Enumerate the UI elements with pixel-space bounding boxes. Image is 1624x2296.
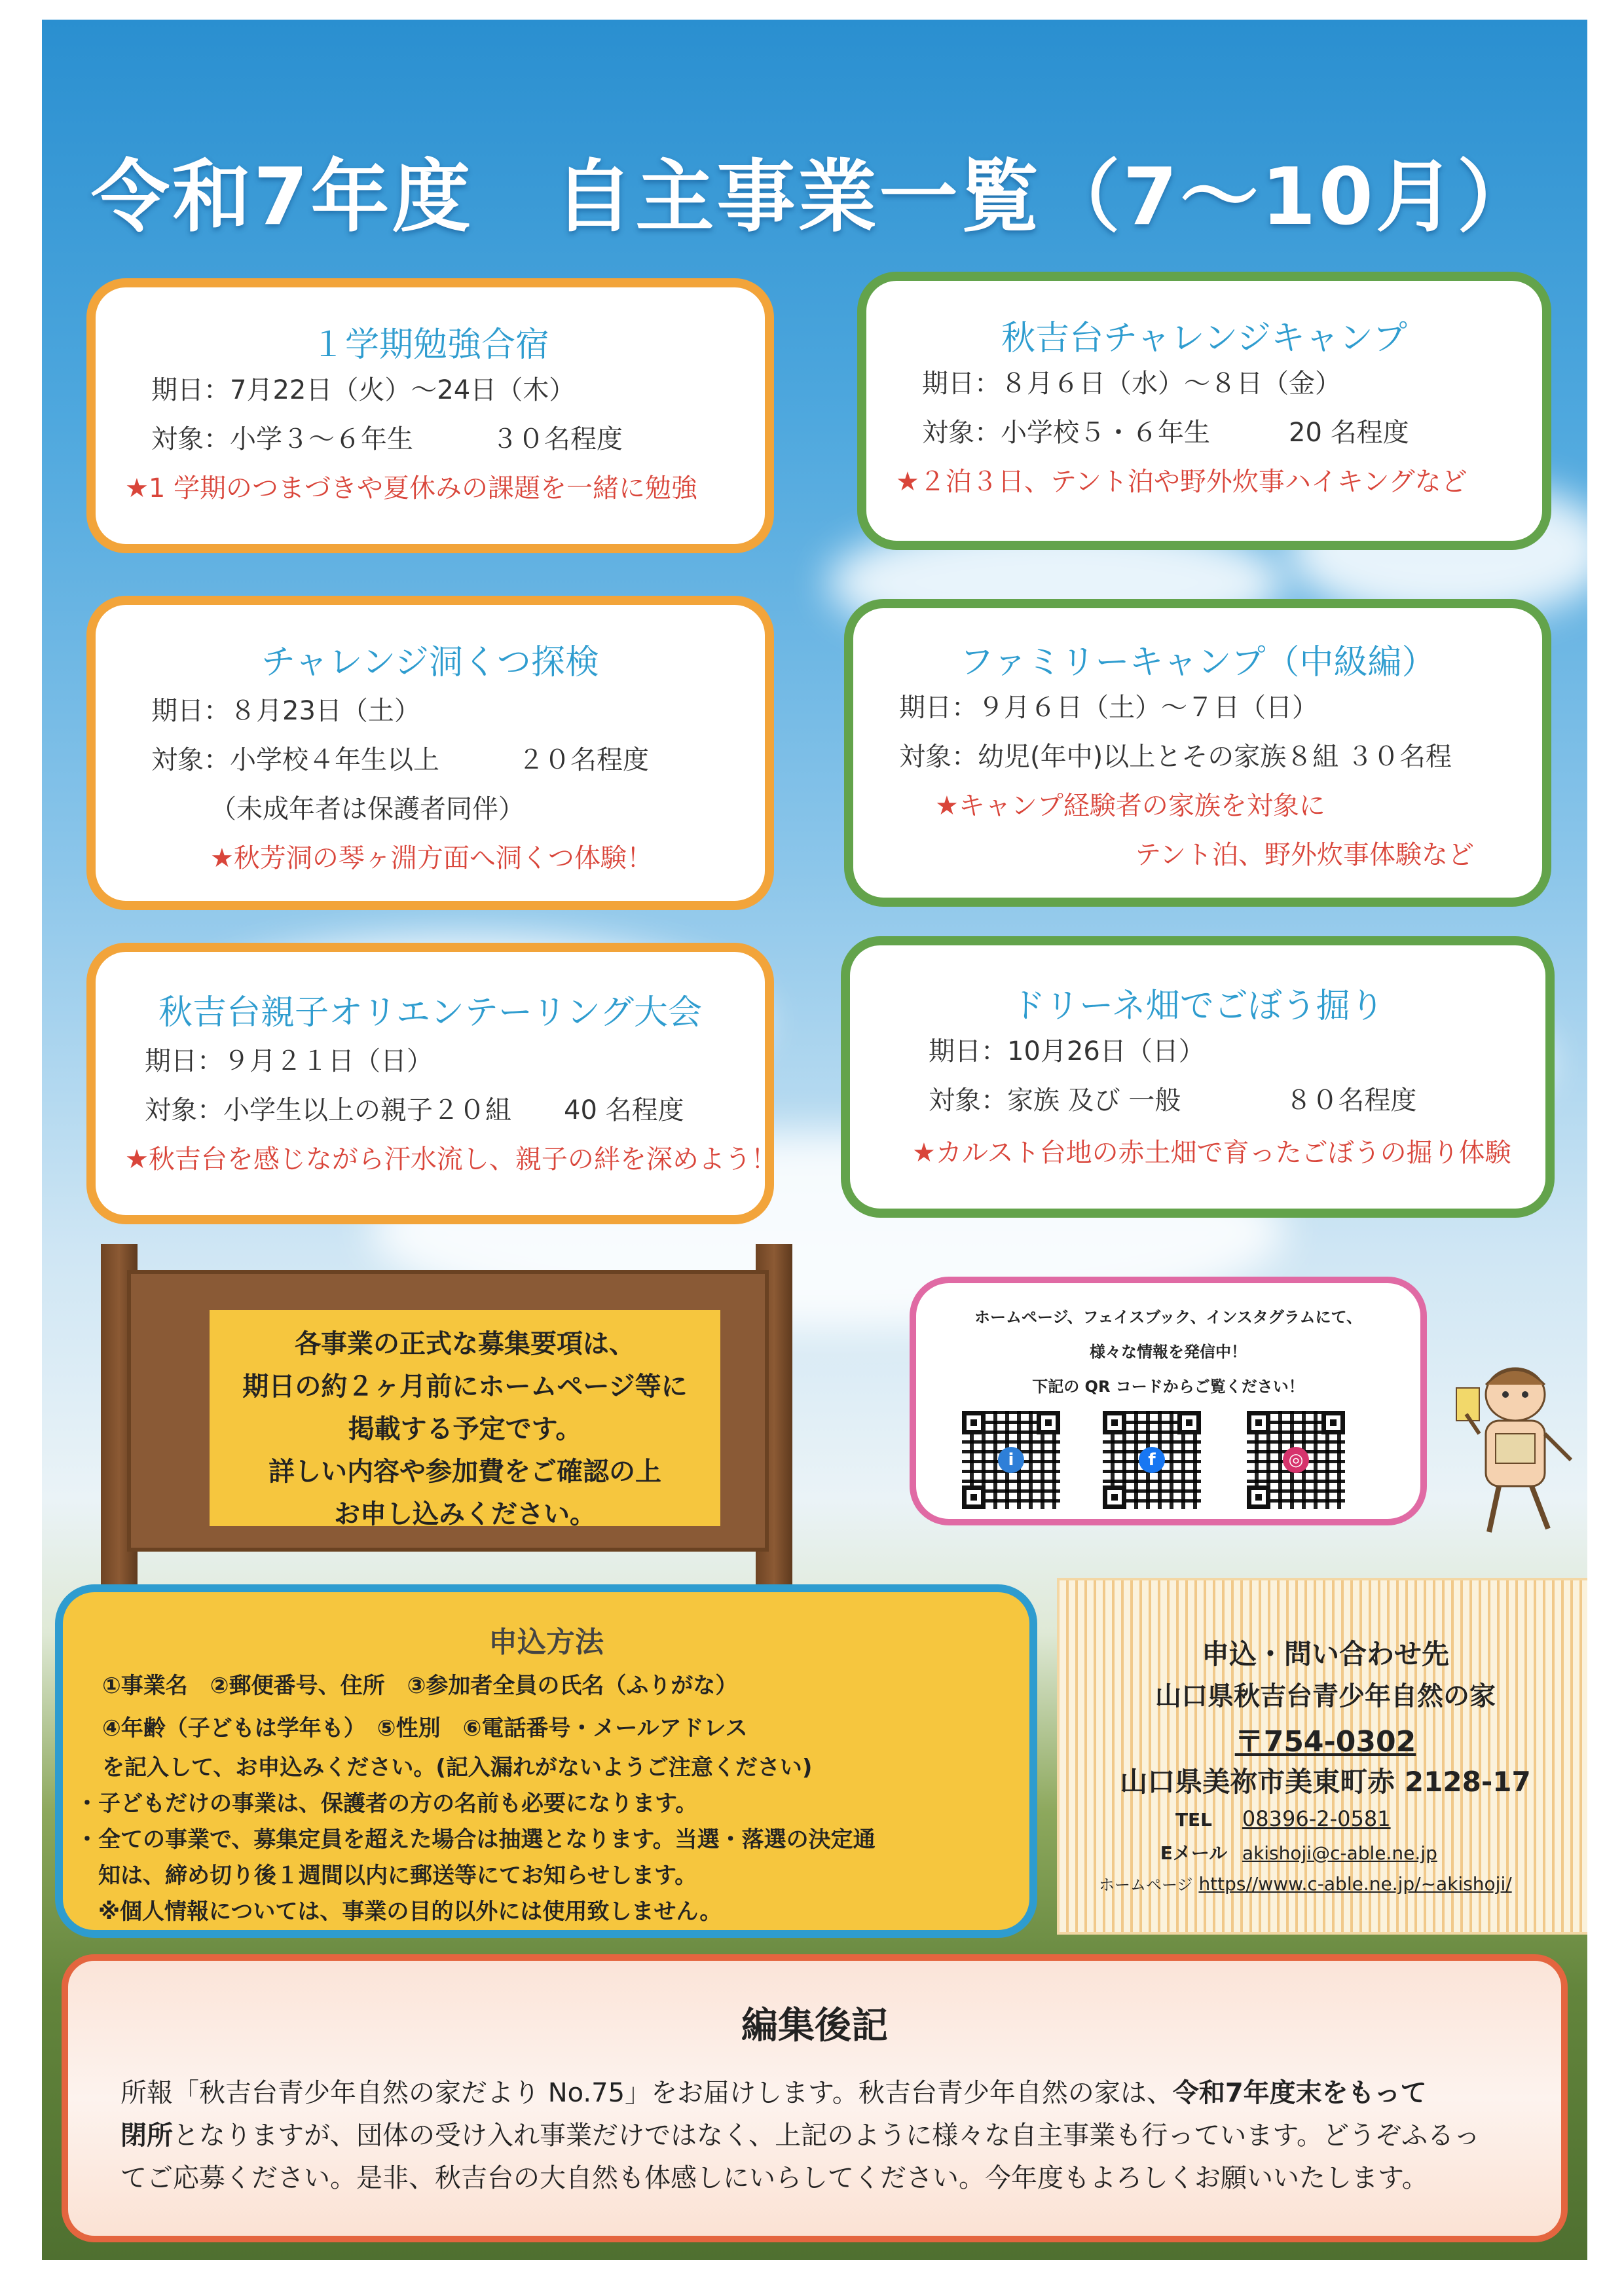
instagram-qr-code[interactable] [1247, 1411, 1345, 1509]
sign-line: 詳しい内容や参加費をご確認の上 [268, 1457, 661, 1487]
event-card-orienteering [86, 943, 777, 1224]
event-target: 対象：小学校４年生以上 ２０名程度 [151, 745, 649, 775]
event-card-study-camp [86, 278, 774, 553]
event-target: 対象：小学生以上の親子２０組 40 名程度 [145, 1095, 684, 1125]
notice-signboard [101, 1244, 795, 1584]
application-line: ・全ての事業で、募集定員を超えた場合は抽選となります。当選・落選の決定通 [76, 1827, 876, 1853]
event-date: 期日：８月６日（水）～８日（金） [922, 369, 1341, 399]
sign-line: 掲載する予定です。 [348, 1414, 582, 1444]
editors-note-line: てご応募ください。是非、秋吉台の大自然も体感しにいらしてください。今年度もよろしくお願いいたします。 [120, 2163, 1428, 2193]
event-card-burdock-digging [841, 936, 1555, 1218]
event-note: ★カルスト台地の赤土畑で育ったごぼうの掘り体験 [912, 1138, 1511, 1168]
application-heading: 申込方法 [489, 1626, 604, 1659]
contact-web-row [1099, 1872, 1512, 1895]
instagram-icon: ◎ [1283, 1447, 1309, 1473]
editors-note-line: 所報「秋吉台青少年自然の家だより No.75」をお届けします。秋吉台青少年自然の家は、令和7年度末をもって [120, 2078, 1427, 2108]
homepage-qr-code[interactable] [962, 1411, 1060, 1509]
contact-tel-row [1151, 1806, 1391, 1831]
page-title: 令和7年度 自主事業一覧（7～10月） [91, 152, 1538, 243]
email-label: Eメール [1160, 1842, 1228, 1864]
event-target: 対象：小学校５・６年生 20 名程度 [922, 418, 1409, 448]
event-name: ファミリーキャンプ（中級編） [959, 643, 1436, 682]
event-note: ★秋芳洞の琴ヶ淵方面へ洞くつ体験！ [210, 843, 653, 873]
editors-note-heading: 編集後記 [741, 2005, 888, 2047]
contact-organization: 山口県秋吉台青少年自然の家 [1155, 1681, 1496, 1711]
tel-number[interactable]: 08396-2-0581 [1242, 1806, 1391, 1831]
sns-line: ホームページ、フェイスブック、インスタグラムにて、 [974, 1308, 1363, 1326]
event-note-2: テント泊、野外炊事体験など [1135, 840, 1474, 870]
event-date: 期日：10月26日（日） [929, 1036, 1205, 1066]
sign-line: お申し込みください。 [334, 1499, 596, 1529]
event-name: チャレンジ洞くつ探検 [261, 643, 599, 682]
editors-note-box [62, 1954, 1568, 2242]
application-line: ④年齢（子どもは学年も） ⑤性別 ⑥電話番号・メールアドレス [102, 1715, 748, 1741]
sign-notice [210, 1310, 720, 1529]
event-date: 期日：８月23日（土） [151, 696, 420, 726]
event-note: ★1 学期のつまづきや夏休みの課題を一緒に勉強 [125, 473, 698, 503]
event-target: 対象：小学３～６年生 ３０名程度 [151, 424, 623, 454]
event-name: １学期勉強合宿 [310, 325, 549, 365]
event-date: 期日：９月２１日（日） [145, 1046, 433, 1076]
info-icon: i [998, 1447, 1024, 1473]
event-note: ★２泊３日、テント泊や野外炊事ハイキングなど [896, 467, 1467, 497]
contact-heading: 申込・問い合わせ先 [1201, 1638, 1449, 1670]
email-link[interactable]: akishoji@c-able.ne.jp [1242, 1842, 1437, 1864]
editors-note-line: 閉所となりますが、団体の受け入れ事業だけではなく、上記のように様々な自主事業も行っています。どうぞふるっ [120, 2121, 1480, 2151]
application-line: ※個人情報については、事業の目的以外には使用致しません。 [76, 1899, 722, 1925]
event-name: 秋吉台チャレンジキャンプ [1001, 319, 1407, 358]
event-card-cave-exploration [86, 596, 774, 910]
mascot-illustration [1450, 1349, 1581, 1545]
facebook-icon: f [1139, 1447, 1165, 1473]
sign-line: 期日の約２ヶ月前にホームページ等に [242, 1372, 688, 1402]
application-line: ・子どもだけの事業は、保護者の方の名前も必要になります。 [76, 1791, 698, 1817]
event-date: 期日：7月22日（火）～24日（木） [151, 375, 576, 405]
event-note: ★キャンプ経験者の家族を対象に [935, 791, 1325, 821]
sign-board [127, 1270, 769, 1552]
event-card-challenge-camp [857, 272, 1551, 550]
tel-label: TEL [1175, 1809, 1213, 1831]
event-target: 対象：家族 及び 一般 ８０名程度 [929, 1085, 1417, 1116]
event-target: 対象：幼児(年中)以上とその家族８組 ３０名程 [899, 742, 1452, 772]
sns-line: 下記の QR コードからご覧ください！ [1032, 1377, 1304, 1396]
sns-info-box [910, 1277, 1427, 1525]
event-name: ドリーネ畑でごぼう掘り [1011, 987, 1384, 1026]
application-method-box [55, 1584, 1037, 1938]
flyer-page [42, 20, 1587, 2260]
event-card-family-camp [844, 599, 1551, 907]
application-line: ①事業名 ②郵便番号、住所 ③参加者全員の氏名（ふりがな） [102, 1673, 738, 1699]
contact-zip: 〒754-0302 [1234, 1725, 1416, 1758]
application-line: 知は、締め切り後１週間以内に郵送等にてお知らせします。 [76, 1863, 697, 1889]
facebook-qr-code[interactable] [1103, 1411, 1201, 1509]
sign-line: 各事業の正式な募集要項は、 [295, 1329, 635, 1359]
contact-email-row [1151, 1839, 1437, 1865]
application-line: を記入して、お申込みください。(記入漏れがないようご注意ください) [102, 1755, 813, 1781]
event-date: 期日：９月６日（土）～７日（日） [899, 693, 1318, 723]
contact-address: 山口県美祢市美東町赤 2128-17 [1120, 1766, 1531, 1798]
event-name: 秋吉台親子オリエンテーリング大会 [158, 993, 702, 1032]
web-label: ホームページ [1099, 1876, 1193, 1894]
event-note: ★秋吉台を感じながら汗水流し、親子の絆を深めよう！ [125, 1144, 777, 1175]
contact-box [1057, 1578, 1587, 1935]
sns-line: 様々な情報を発信中！ [1090, 1343, 1247, 1361]
event-extra: （未成年者は保護者同伴） [210, 794, 525, 824]
web-link[interactable]: https//www.c-able.ne.jp/~akishoji/ [1198, 1873, 1512, 1895]
